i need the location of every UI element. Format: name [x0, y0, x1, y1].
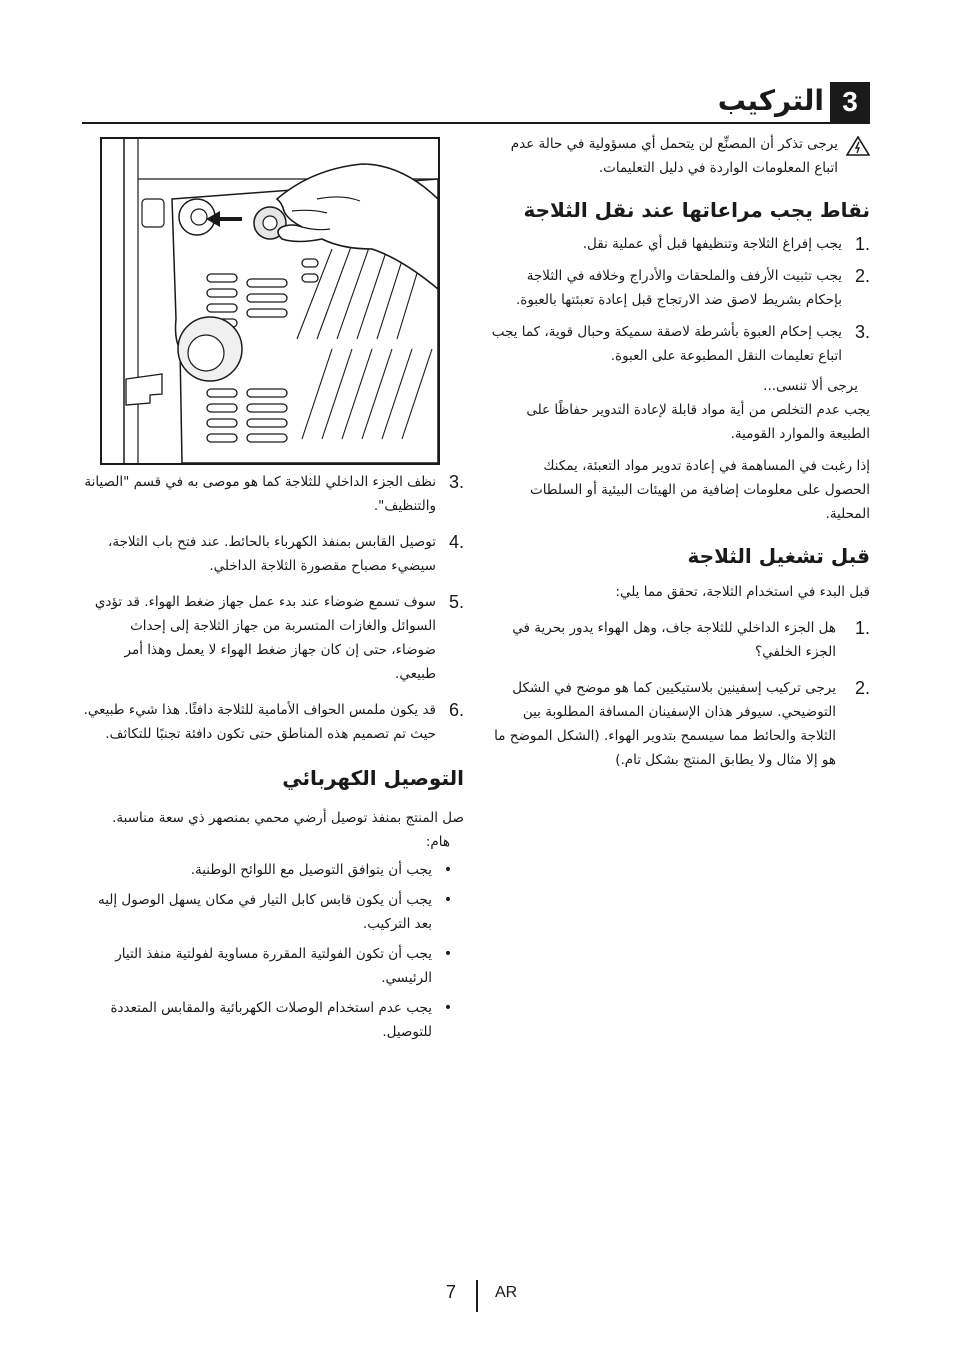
list-item: [490, 264, 870, 312]
spacer-installation-illustration: [100, 137, 440, 465]
recycle-text-1: يجب عدم التخلص من أية مواد قابلة لإعادة التدوير حفاظًا على الطبيعة والموارد القومية.: [526, 402, 870, 442]
left-column: [82, 470, 464, 1044]
section-number-badge: 3: [830, 82, 870, 122]
bullet-icon: •: [443, 1000, 453, 1016]
item-text: هل الجزء الداخلي للثلاجة جاف، وهل الهواء يدور بحرية في الجزء الخلفي؟: [512, 620, 836, 660]
list-item: [82, 590, 464, 686]
recycle-text-2: إذا رغبت في المساهمة في إعادة تدوير مواد التعبئة، يمكنك الحصول على معلومات إضافية من الهيئات البيئية أو السلطات المحلية.: [529, 458, 870, 522]
dont-forget-text: يرجى ألا تنسى...: [763, 378, 858, 394]
electric-bullets: [82, 858, 464, 1044]
bullet-item: [82, 942, 464, 990]
item-text: سوف تسمع ضوضاء عند بدء عمل جهاز ضغط الهواء. قد تؤدي السوائل والغازات المتسربة من جهاز الثلاجة إلى إحداث ضوضاء، حتى إن كان جهاز ضغط الهواء لا يعمل وهذا أمر طبيعي.: [94, 594, 436, 682]
bullet-text: يجب أن يكون قابس كابل التيار في مكان يسهل الوصول إليه بعد التركيب.: [97, 892, 432, 932]
item-number: 3.: [448, 472, 464, 492]
page-number: 7: [446, 1282, 457, 1302]
warning-text: يرجى تذكر أن المصنِّع لن يتحمل أي مسؤولية في حالة عدم اتباع المعلومات الواردة في دليل التعليمات.: [510, 136, 838, 176]
item-text: يرجى تركيب إسفينين بلاستيكيين كما هو موضح في الشكل التوضيحي. سيوفر هذان الإسفينان المسافة المطلوبة بين الثلاجة والحائط مما سيسمح بتدوير الهواء. (الشكل الموضح ما هو إلا مثال ولا يطابق المنتج بشكل تام.): [494, 680, 836, 768]
heading-electric: التوصيل الكهربائي: [282, 766, 464, 790]
bullet-item: [82, 888, 464, 936]
bullet-text: يجب عدم استخدام الوصلات الكهربائية والمقابس المتعددة للتوصيل.: [110, 1000, 432, 1040]
item-text: قد يكون ملمس الحواف الأمامية للثلاجة دافئًا. هذا شيء طبيعي. حيث تم تصميم هذه المناطق حتى تكون دافئة تجنبًا للتكاثف.: [83, 702, 436, 742]
item-number: 4.: [448, 532, 464, 552]
list-item: [82, 530, 464, 578]
language-code: AR: [495, 1284, 518, 1301]
item-text: توصيل القابس بمنفذ الكهرباء بالحائط. عند فتح باب الثلاجة، سيضيء مصباح مقصورة الثلاجة الداخلي.: [107, 534, 436, 574]
item-number: 2.: [854, 266, 870, 286]
item-number: 5.: [448, 592, 464, 612]
list-item: [82, 470, 464, 518]
bullet-text: يجب أن تكون الفولتية المقررة مساوية لفولتية منفذ التيار الرئيسي.: [115, 946, 432, 986]
warning-triangle-icon: [846, 132, 870, 180]
bullet-icon: •: [443, 946, 453, 962]
heading-transport: نقاط يجب مراعاتها عند نقل الثلاجة: [523, 198, 870, 222]
item-text: يجب إفراغ الثلاجة وتنظيفها قبل أي عملية نقل.: [582, 236, 842, 252]
header-rule: [82, 122, 870, 124]
item-number: 1.: [854, 234, 870, 254]
before-use-intro: قبل البدء في استخدام الثلاجة، تحقق مما يلي:: [615, 584, 870, 600]
heading-before-use: قبل تشغيل الثلاجة: [687, 544, 870, 568]
right-column: [490, 130, 870, 772]
footer-divider: [476, 1280, 478, 1312]
item-text: يجب تثبيت الأرفف والملحقات والأدراج وخلافه في الثلاجة بإحكام بشريط لاصق ضد الارتجاج قبل إعادة تعبئتها بالعبوة.: [515, 268, 842, 308]
list-item: [490, 232, 870, 256]
list-item: [82, 698, 464, 746]
list-item: [490, 616, 870, 664]
bullet-item: [82, 996, 464, 1044]
item-text: يجب إحكام العبوة بأشرطة لاصقة سميكة وحبال قوية، كما يجب اتباع تعليمات النقل المطبوعة على العبوة.: [491, 324, 842, 364]
important-label: هام:: [425, 834, 450, 850]
bullet-text: يجب أن يتوافق التوصيل مع اللوائح الوطنية.: [190, 862, 432, 878]
bullet-icon: •: [443, 862, 453, 878]
item-number: 2.: [854, 678, 870, 698]
bullet-icon: •: [443, 892, 453, 908]
warning-block: [490, 132, 870, 180]
bullet-item: [82, 858, 464, 882]
item-number: 1.: [854, 618, 870, 638]
item-number: 3.: [854, 322, 870, 342]
list-item: [490, 676, 870, 772]
before-use-list: [490, 616, 870, 772]
item-text: نظف الجزء الداخلي للثلاجة كما هو موصى به في قسم "الصيانة والتنظيف".: [84, 474, 436, 514]
list-item: [490, 320, 870, 368]
transport-list: [490, 232, 870, 368]
electric-intro: صل المنتج بمنفذ توصيل أرضي محمي بمنصهر ذي سعة مناسبة.: [112, 810, 464, 826]
item-number: 6.: [448, 700, 464, 720]
section-title: التركيب: [717, 84, 824, 117]
